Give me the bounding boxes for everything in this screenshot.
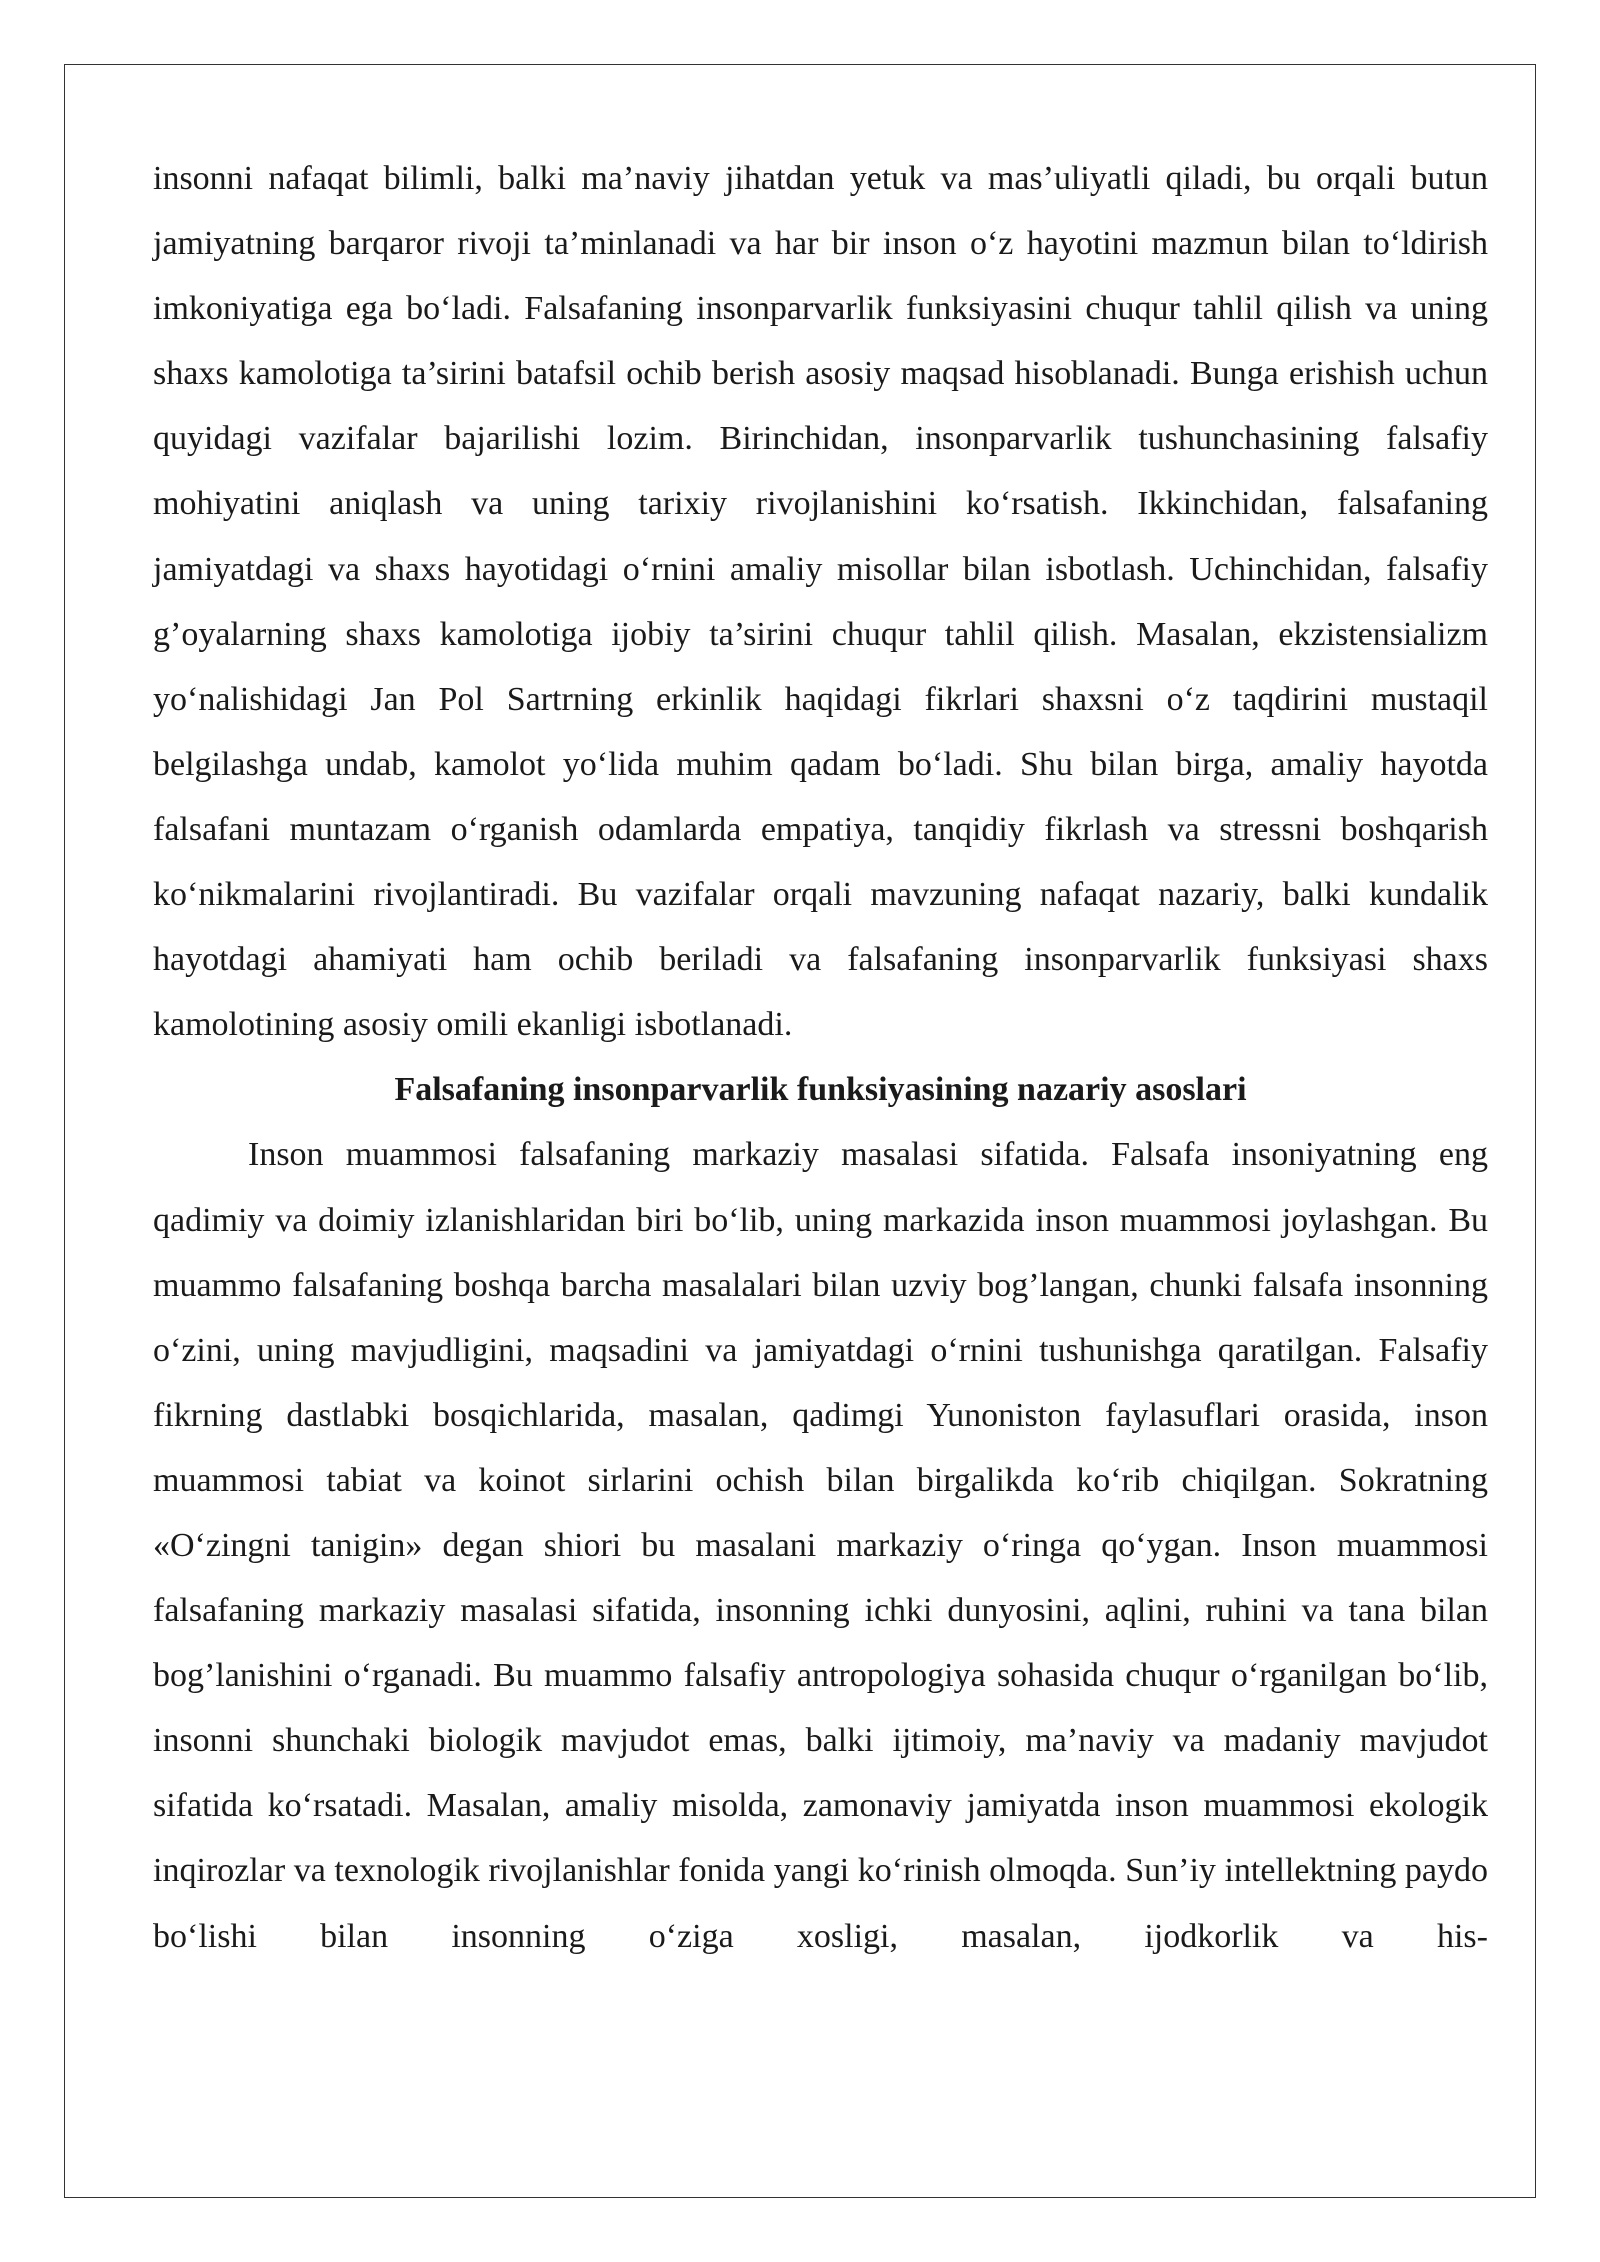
- document-body: [153, 146, 1488, 1969]
- body-paragraph: insonni nafaqat bilimli, balki ma’naviy jihatdan yetuk va mas’uliyatli qiladi, bu orqali butun jamiyatning barqaror rivoji ta’minlanadi va har bir inson o‘z hayotini mazmun bilan to‘ldirish imkoniyatiga ega bo‘ladi. Falsafaning insonparvarlik funksiyasini chuqur tahlil qilish va uning shaxs kamolotiga ta’sirini batafsil ochib berish asosiy maqsad hisoblanadi. Bunga erishish uchun quyidagi vazifalar bajarilishi lozim. Birinchidan, insonparvarlik tushunchasining falsafiy mohiyatini aniqlash va uning tarixiy rivojlanishini ko‘rsatish. Ikkinchidan, falsafaning jamiyatdagi va shaxs hayotidagi o‘rnini amaliy misollar bilan isbotlash. Uchinchidan, falsafiy g’oyalarning shaxs kamolotiga ijobiy ta’sirini chuqur tahlil qilish. Masalan, ekzistensializm yo‘nalishidagi Jan Pol Sartrning erkinlik haqidagi fikrlari shaxsni o‘z taqdirini mustaqil belgilashga undab, kamolot yo‘lida muhim qadam bo‘ladi. Shu bilan birga, amaliy hayotda falsafani muntazam o‘rganish odamlarda empatiya, tanqidiy fikrlash va stressni boshqarish ko‘nikmalarini rivojlantiradi. Bu vazifalar orqali mavzuning nafaqat nazariy, balki kundalik hayotdagi ahamiyati ham ochib beriladi va falsafaning insonparvarlik funksiyasi shaxs kamolotining asosiy omili ekanligi isbotlanadi.: [153, 160, 1488, 1044]
- section-heading: Falsafaning insonparvarlik funksiyasining nazariy asoslari: [394, 1071, 1247, 1109]
- body-paragraph: Inson muammosi falsafaning markaziy masalasi sifatida. Falsafa insoniyatning eng qadimiy va doimiy izlanishlaridan biri bo‘lib, uning markazida inson muammosi joylashgan. Bu muammo falsafaning boshqa barcha masalalari bilan uzviy bog’langan, chunki falsafa insonning o‘zini, uning mavjudligini, maqsadini va jamiyatdagi o‘rnini tushunishga qaratilgan. Falsafiy fikrning dastlabki bosqichlarida, masalan, qadimgi Yunoniston faylasuflari orasida, inson muammosi tabiat va koinot sirlarini ochish bilan birgalikda ko‘rib chiqilgan. Sokratning «O‘zingni tanigin» degan shiori bu masalani markaziy o‘ringa qo‘ygan. Inson muammosi falsafaning markaziy masalasi sifatida, insonning ichki dunyosini, aqlini, ruhini va tana bilan bog’lanishini o‘rganadi. Bu muammo falsafiy antropologiya sohasida chuqur o‘rganilgan bo‘lib, insonni shunchaki biologik mavjudot emas, balki ijtimoiy, ma’naviy va madaniy mavjudot sifatida ko‘rsatadi. Masalan, amaliy misolda, zamonaviy jamiyatda inson muammosi ekologik inqirozlar va texnologik rivojlanishlar fonida yangi ko‘rinish olmoqda. Sun’iy intellektning paydo bo‘lishi bilan insonning o‘ziga xosligi, masalan, ijodkorlik va his-: [153, 1136, 1488, 1955]
